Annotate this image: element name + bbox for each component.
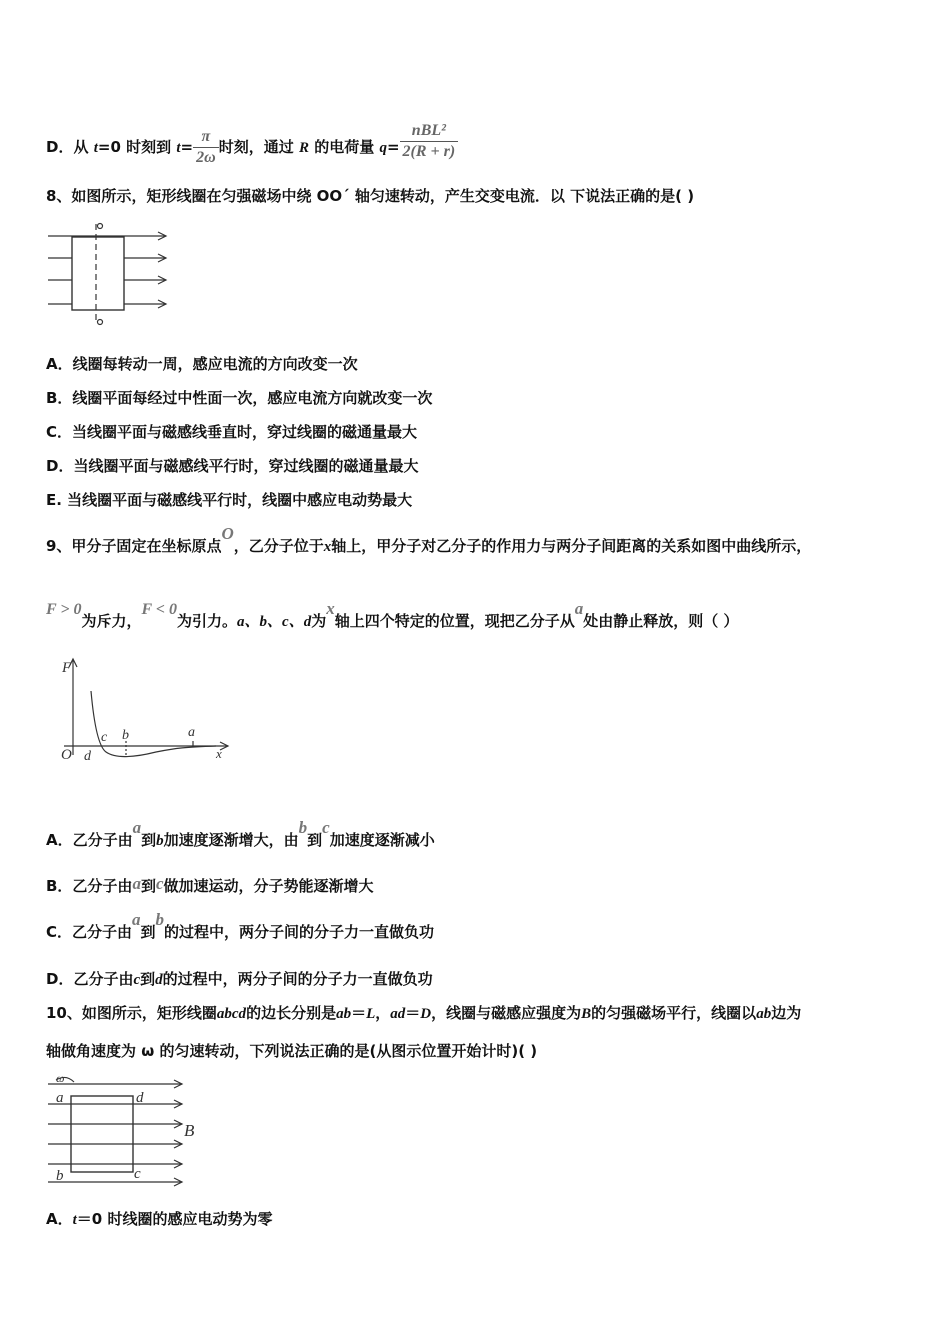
- q8-option-c: C．当线圈平面与磁感线垂直时，穿过线圈的磁通量最大: [46, 423, 418, 441]
- graph-label-c: c: [101, 730, 108, 745]
- fraction-pi-over-2omega: $\frac{\pi}{2\omega}$: [193, 127, 219, 168]
- q8-option-e: E. 当线圈平面与磁感线平行时，线圈中感应电动势最大: [46, 491, 413, 509]
- q10-option-a: A．t＝0 时线圈的感应电动势为零: [46, 1210, 273, 1228]
- q9-option-c: C．乙分子由a到b的过程中，两分子间的分子力一直做负功: [46, 910, 435, 941]
- q10-stem-line1: 10、如图所示，矩形线圈abcd的边长分别是ab＝L，ad＝D，线圈与磁感应强度为B的匀强磁场平行，线圈以ab边为: [46, 1004, 802, 1022]
- fig-label-c: c: [134, 1166, 141, 1182]
- q8-option-b: B．线圈平面每经过中性面一次，感应电流方向就改变一次: [46, 389, 433, 407]
- graph-label-d: d: [84, 749, 91, 764]
- fig-label-b: b: [56, 1168, 64, 1184]
- graph-label-O: O: [61, 747, 72, 763]
- graph-label-x: x: [216, 746, 222, 761]
- graph-label-b: b: [122, 728, 129, 743]
- q10-coil-diagram: [44, 1070, 204, 1190]
- fig-label-d: d: [136, 1090, 144, 1106]
- q9-force-graph: [56, 655, 236, 767]
- q9-stem-line1: 9、甲分子固定在坐标原点O，乙分子位于x轴上，甲分子对乙分子的作用力与两分子间距离的关系如图中曲线所示，: [46, 524, 812, 555]
- q10-stem-line2: 轴做角速度为 ω 的匀速转动，下列说法正确的是(从图示位置开始计时)( ): [46, 1042, 538, 1060]
- q9-option-d: D．乙分子由c到d的过程中，两分子间的分子力一直做负功: [46, 970, 433, 988]
- q9-option-b: B．乙分子由a到c做加速运动，分子势能逐渐增大: [46, 874, 374, 895]
- fig-label-B: B: [184, 1121, 195, 1140]
- fraction-charge: $\frac{\text{nBL²}}{2(R + r)}$: [400, 121, 459, 162]
- q9-option-a: A．乙分子由a到b加速度逐渐增大，由b到c加速度逐渐减小: [46, 818, 435, 849]
- graph-label-a: a: [188, 725, 195, 740]
- q8-coil-diagram: [44, 220, 174, 330]
- q8-stem: 8、如图所示，矩形线圈在匀强磁场中绕 OO´ 轴匀速转动，产生交变电流．以 下说法正确的是( ): [46, 187, 695, 205]
- graph-label-F: F: [62, 660, 72, 676]
- q8-option-a: A．线圈每转动一周，感应电流的方向改变一次: [46, 355, 358, 373]
- q8-option-d: D．当线圈平面与磁感线平行时，穿过线圈的磁通量最大: [46, 457, 419, 475]
- fig-label-a: a: [56, 1090, 64, 1106]
- fig-label-omega: ω: [56, 1071, 65, 1085]
- q9-stem-line2: F > 0为斥力，F < 0为引力。a、b、c、d为x轴上四个特定的位置，现把乙分子从a处由静止释放，则（ ）: [46, 599, 739, 630]
- q7-option-d: D．从 t=0 时刻到 t= $\frac{\pi}{2\omega}$ 时刻，通过 R 的电荷量 q= $\frac{\text{nBL²}}{2(R + r)}$: [46, 127, 458, 168]
